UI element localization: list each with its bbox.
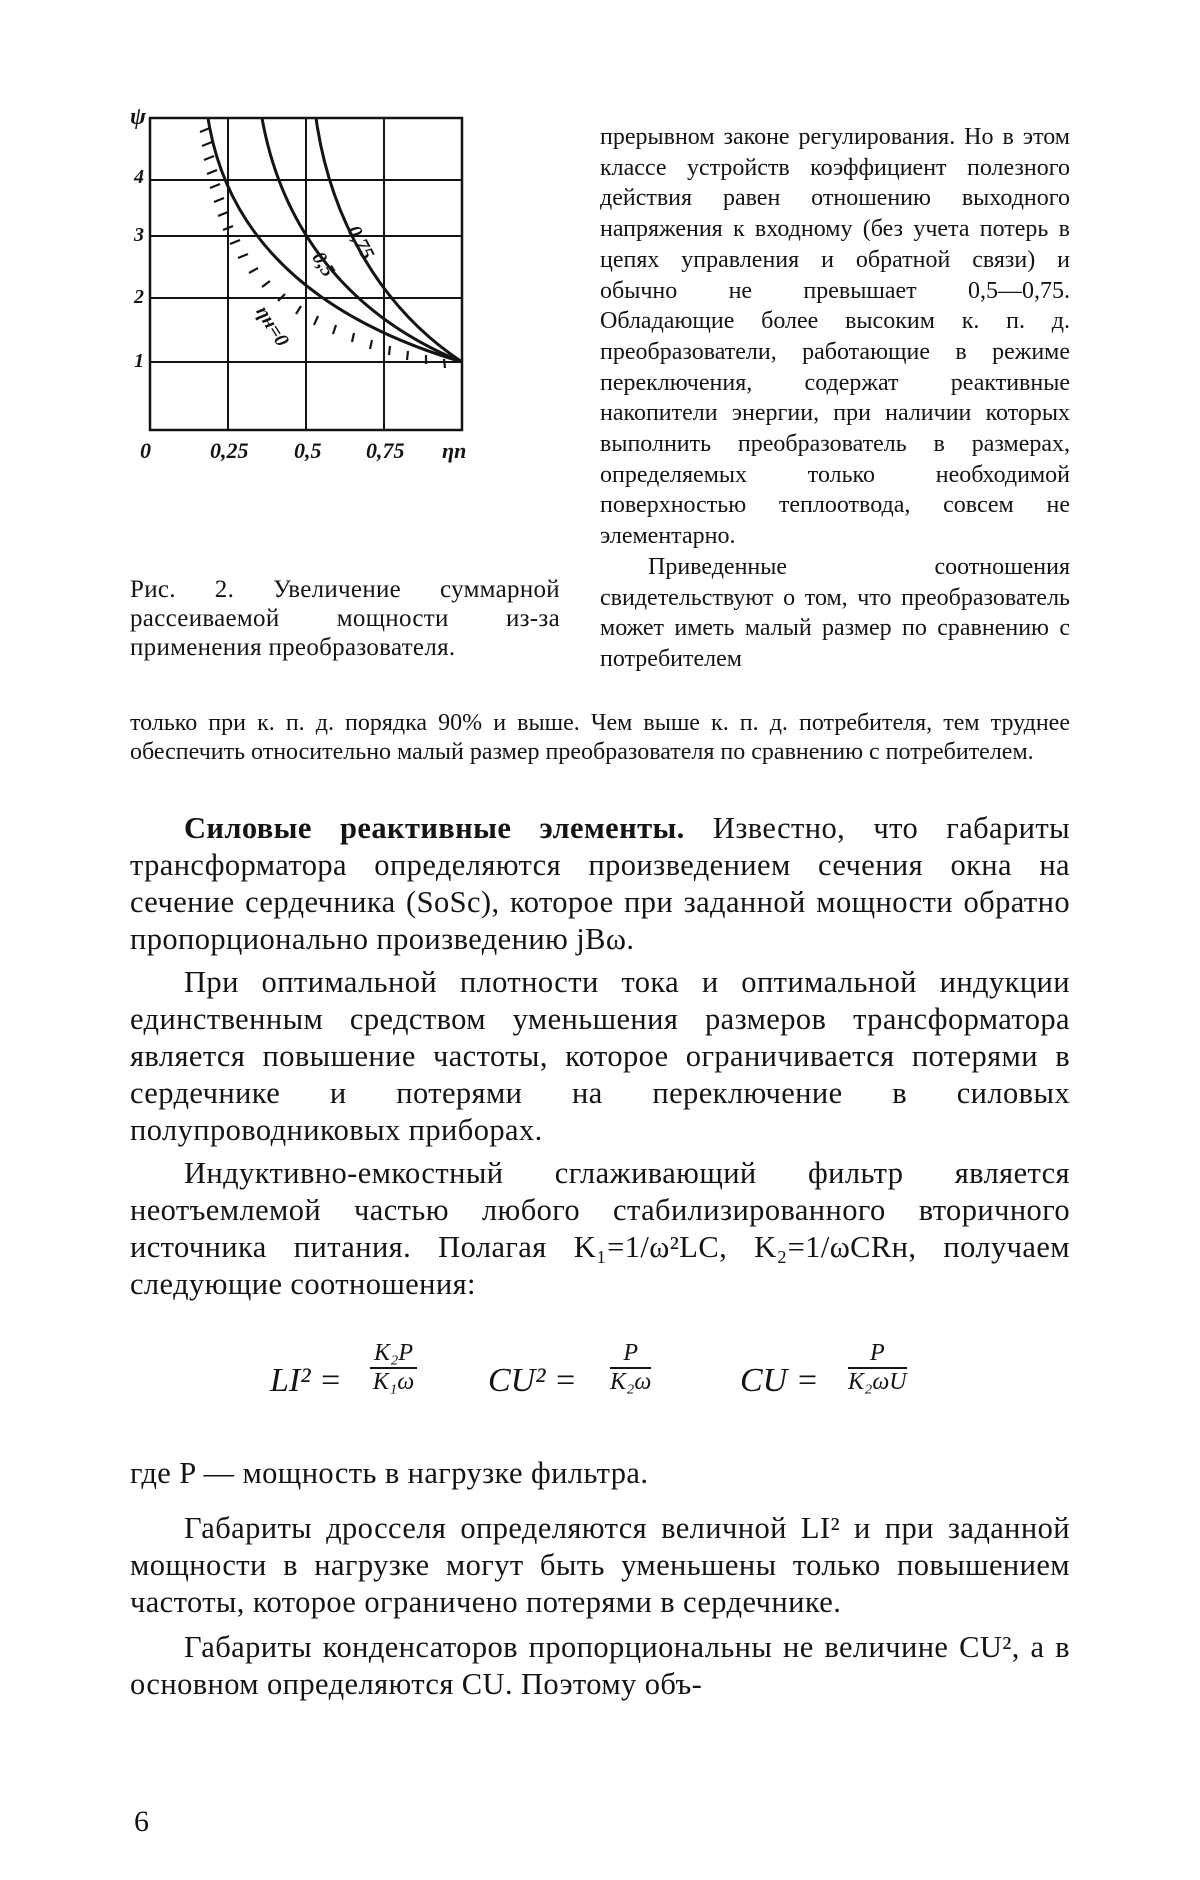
main-text bbox=[130, 810, 1070, 1309]
x-axis-label: ηп bbox=[442, 438, 466, 464]
curve-label-05: 0,5 bbox=[306, 248, 339, 281]
chart-svg bbox=[130, 118, 580, 548]
curve-label-075: 0,75 bbox=[342, 222, 379, 264]
formula-1-denominator: K₁ω bbox=[370, 1369, 417, 1396]
hatching bbox=[200, 128, 445, 368]
x-tick-0: 0 bbox=[140, 438, 151, 464]
y-axis-label: ψ bbox=[130, 104, 146, 131]
x-tick-05: 0,5 bbox=[294, 438, 322, 464]
after-paragraph-3: Габариты конденсаторов пропорциональны не величине CU², а в основном определяются CU. Поэтому объ- bbox=[130, 1629, 1070, 1703]
formula-2-fraction bbox=[610, 1340, 651, 1396]
after-formula-text bbox=[130, 1455, 1070, 1711]
curve-eta-0-75 bbox=[316, 118, 462, 362]
formula-1-lhs: LI² = bbox=[270, 1362, 342, 1400]
main-paragraph-3: Индуктивно-емкостный сглаживающий фильтр является неотъемлемой частью любого стабилизированного вторичного источника питания. Полагая K₁=1/ω²LC, K₂=1/ωCRн, получаем следующие соотношения: bbox=[130, 1155, 1070, 1303]
main-paragraph-1 bbox=[130, 810, 1070, 958]
x-tick-075: 0,75 bbox=[366, 438, 405, 464]
continuation-paragraph: только при к. п. д. порядка 90% и выше. Чем выше к. п. д. потребителя, тем труднее обеспечить относительно малый размер преобразователя по сравнению с потребителем. bbox=[130, 709, 1070, 767]
page-number: 6 bbox=[134, 1805, 149, 1839]
figure-2-chart bbox=[130, 118, 580, 548]
formula-3-lhs: CU = bbox=[740, 1362, 819, 1400]
y-tick-4: 4 bbox=[134, 166, 144, 189]
right-paragraph-1: прерывном законе регулирования. Но в этом классе устройств коэффициент полезного действия равен отношению выходного напряжения к входному (без учета потерь в цепях управления и обратной связи) и обычно не превышает 0,5—0,75. Обладающие более высоким к. п. д. преобразователи, работающие в режиме переключения, содержат реактивные накопители энергии, при наличии которых выполнить преобразователь в размерах, определяемых только необходимой поверхностью теплоотвода, совсем не элементарно. bbox=[600, 122, 1070, 552]
right-column bbox=[600, 122, 1070, 675]
right-paragraph-2: Приведенные соотношения свидетельствуют о том, что преобразователь может иметь малый размер по сравнению с потребителем bbox=[600, 552, 1070, 675]
formula-2-numerator: P bbox=[610, 1340, 651, 1369]
formula-3-numerator: P bbox=[848, 1340, 907, 1369]
y-tick-1: 1 bbox=[134, 350, 144, 373]
book-page bbox=[0, 0, 1200, 1880]
formula-3-denominator: K₂ωU bbox=[848, 1369, 907, 1396]
grid bbox=[150, 118, 462, 430]
after-paragraph-2: Габариты дросселя определяются величной LI² и при заданной мощности в нагрузке могут быть уменьшены только повышением частоты, которое ограничено потерями в сердечнике. bbox=[130, 1510, 1070, 1621]
formula-3-fraction bbox=[848, 1340, 907, 1396]
formula-1-fraction bbox=[370, 1340, 417, 1396]
x-tick-025: 0,25 bbox=[210, 438, 249, 464]
formula-2-denominator: K₂ω bbox=[610, 1369, 651, 1396]
formula-1-numerator: K₂P bbox=[370, 1340, 417, 1369]
formula-block bbox=[270, 1340, 1010, 1430]
curve-label-eta-0: ηн=0 bbox=[250, 302, 293, 351]
where-line: где P — мощность в нагрузке фильтра. bbox=[130, 1455, 1070, 1492]
section-heading: Силовые реактивные элементы. bbox=[184, 811, 685, 845]
y-tick-2: 2 bbox=[134, 286, 144, 309]
y-tick-3: 3 bbox=[134, 224, 144, 247]
main-paragraph-2: При оптимальной плотности тока и оптимальной индукции единственным средством уменьшения размеров трансформатора является повышение частоты, которое ограничивается потерями в сердечнике и потерями на переключение в силовых полупроводниковых приборах. bbox=[130, 964, 1070, 1149]
formula-2-lhs: CU² = bbox=[488, 1362, 577, 1400]
main-paragraph-1-text: Известно, что габариты трансформатора определяются произведением сечения окна на сечение сердечника (SоSс), которое при заданной мощности обратно пропорционально произведению jBω. bbox=[130, 811, 1070, 956]
figure-caption: Рис. 2. Увеличение суммарной рассеиваемой мощности из-за применения преобразователя. bbox=[130, 575, 560, 662]
